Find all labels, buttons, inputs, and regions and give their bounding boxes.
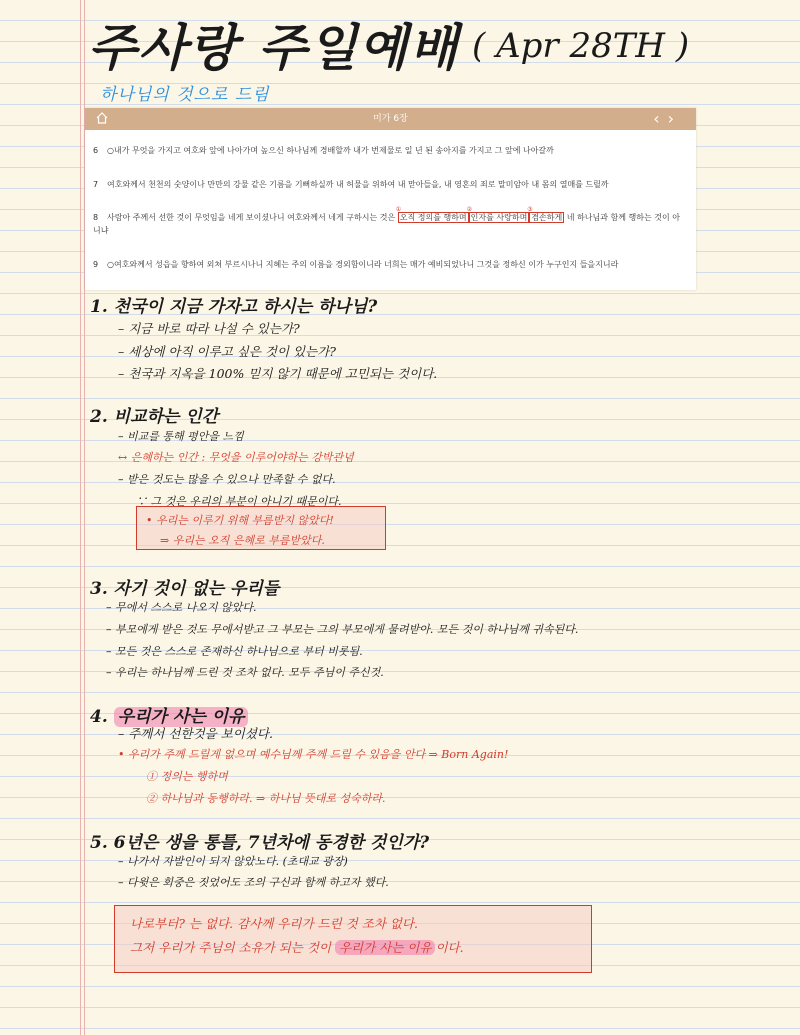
bible-chapter-title: 미가 6장 (373, 114, 408, 124)
highlight-box-2: ② 인자를 사랑하며 (466, 206, 528, 222)
section-2-note: • 우리는 이루기 위해 부름받지 않았다! (146, 514, 334, 527)
section-4-line: – 주께서 선한것을 보이셨다. (118, 726, 273, 741)
section-2-line: – 받은 것도는 많을 수 있으나 만족할 수 없다. (118, 473, 336, 486)
section-2-line: – 비교를 통해 평안을 느낌 (118, 430, 244, 443)
subtitle: 하나님의 것으로 드림 (100, 85, 270, 105)
highlighted-text: 우리가 사는 이유 (335, 940, 435, 955)
verse-6: 6 ○내가 무엇을 가지고 여호와 앞에 나아가며 높으신 하나님께 경배할까 내가 번제물로 일 년 된 송아지를 가지고 그 앞에 나아갈까 (93, 146, 554, 155)
page-title: 주사랑 주일예배 (88, 18, 460, 77)
section-1-line: – 세상에 아직 이루고 싶은 것이 있는가? (118, 344, 336, 359)
section-3-line: – 부모에게 받은 것도 무에서받고 그 부모는 그의 부모에게 물려받아. 모든 것이 하나님께 귀속된다. (106, 623, 579, 636)
verse-7: 7 여호와께서 천천의 숫양이나 만만의 강물 같은 기름을 기뻐하실까 내 허물을 위하여 내 맏아들을, 내 영혼의 죄로 말미암아 내 몸의 열매를 드릴까 (93, 180, 609, 189)
bible-header (85, 108, 696, 130)
chevron-left-icon[interactable]: ‹ (653, 109, 668, 128)
section-5-line: – 나가서 자발인이 되지 않았노다. (초대교 광장) (118, 855, 348, 868)
chapter-nav (653, 108, 682, 130)
section-4-heading: 4. 우리가 사는 이유 (90, 702, 248, 727)
section-4-red-line: • 우리가 주께 드릴게 없으며 예수님께 주께 드릴 수 있음을 안다 ⇒ Born Again! (118, 748, 509, 761)
section-5-heading: 5. 6년은 생을 통틀, 7년차에 동경한 것인가? (90, 833, 430, 853)
section-5-note: 그저 우리가 주님의 소유가 되는 것이 우리가 사는 이유 이다. (130, 940, 464, 955)
section-2-line: ↔ 은혜하는 인간 : 무엇을 이루어야하는 강박관념 (118, 451, 354, 464)
highlight-box-3: ③ 겸손하게 (527, 206, 563, 222)
section-5-note: 나로부터? 는 없다. 감사께 우리가 드린 것 조차 없다. (130, 916, 418, 931)
margin-line (80, 0, 81, 1035)
highlight-box-1: ① 오직 정의를 행하며 (395, 206, 467, 222)
highlighted-text: 우리가 사는 이유 (114, 707, 249, 727)
section-3-line: – 모든 것은 스스로 존재하신 하나님으로 부터 비롯됨. (106, 645, 363, 658)
section-3-line: – 무에서 스스로 나오지 않았다. (106, 601, 257, 614)
bible-screenshot (85, 108, 696, 290)
section-4-red-line: ② 하나님과 동행하라. ⇒ 하나님 뜻대로 성숙하라. (146, 792, 386, 805)
section-3-heading: 3. 자기 것이 없는 우리들 (90, 579, 280, 599)
section-1-heading: 1. 천국이 지금 가자고 하시는 하나님? (90, 297, 378, 317)
section-4-red-line: ① 정의는 행하며 (146, 770, 228, 783)
section-2-note: ⇒ 우리는 오직 은혜로 부름받았다. (160, 534, 325, 547)
date-label: ( Apr 28TH ) (472, 26, 690, 66)
verse-8: 8 사람아 주께서 선한 것이 무엇임을 네게 보이셨나니 여호와께서 네게 구하시는 것은 ① 오직 정의를 행하며 ② 인자를 사랑하며 ③ 겸손하게 네 하나님과 함께 행하는 것이 아니냐 (93, 206, 680, 235)
section-2-line: ∵ 그 것은 우리의 부분이 아니기 때문이다. (136, 495, 342, 508)
section-2-heading: 2. 비교하는 인간 (90, 407, 219, 427)
section-1-line: – 천국과 지옥을 100% 믿지 않기 때문에 고민되는 것이다. (118, 366, 438, 381)
section-3-line: – 우리는 하나님께 드린 것 조차 없다. 모두 주님이 주신것. (106, 666, 384, 679)
section-1-line: – 지금 바로 따라 나설 수 있는가? (118, 321, 300, 336)
home-icon[interactable] (95, 111, 109, 125)
chevron-right-icon[interactable]: › (667, 109, 682, 128)
verse-9: 9 ○여호와께서 성읍을 향하여 외쳐 부르시나니 지혜는 주의 이름을 경외함이니라 너희는 매가 예비되었나니 그것을 정하신 이가 누구인지 들을지니라 (93, 260, 619, 269)
section-5-line: – 다윗은 회중은 짓었어도 조의 구신과 함께 하고자 했다. (118, 876, 389, 889)
